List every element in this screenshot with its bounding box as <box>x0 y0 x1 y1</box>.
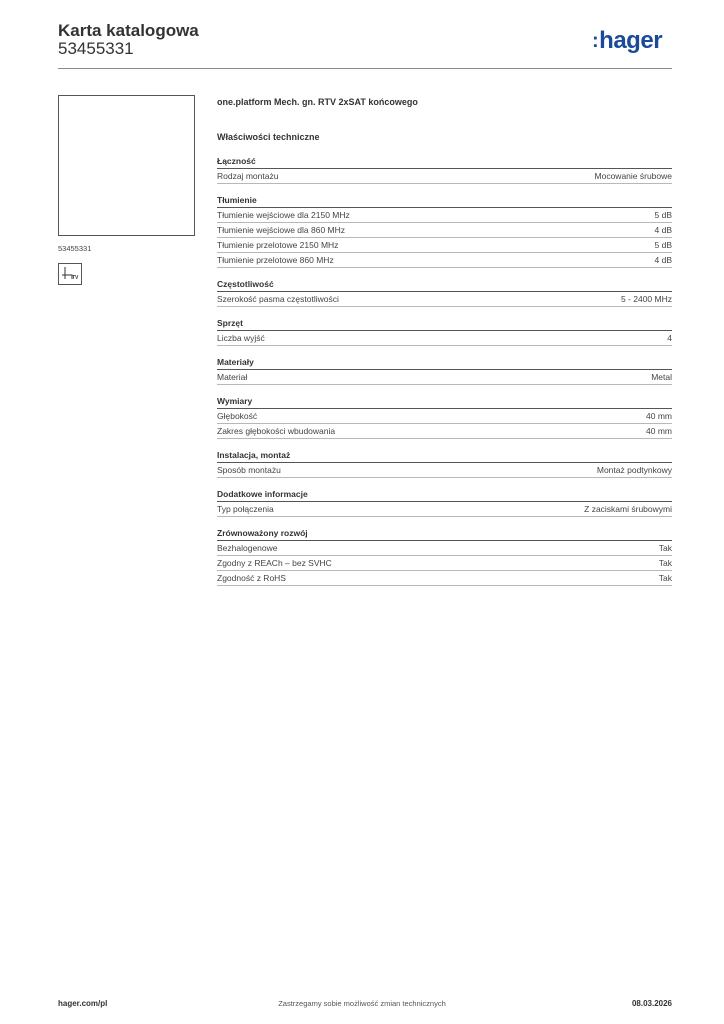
property-value: Tak <box>658 558 672 568</box>
property-row <box>217 331 672 346</box>
property-value: 4 <box>667 333 672 343</box>
article-number: 53455331 <box>58 39 134 58</box>
property-row <box>217 292 672 307</box>
property-row <box>217 223 672 238</box>
property-label: Tłumienie przelotowe 2150 MHz <box>217 240 339 250</box>
tv-icon-label: TV <box>72 275 79 281</box>
property-group <box>217 526 672 586</box>
property-group <box>217 487 672 517</box>
property-row <box>217 571 672 586</box>
property-value: Montaż podtynkowy <box>596 465 672 475</box>
property-label: Tłumienie wejściowe dla 2150 MHz <box>217 210 350 220</box>
property-row <box>217 370 672 385</box>
product-image-placeholder <box>58 95 195 236</box>
property-group-title: Tłumienie <box>217 193 672 208</box>
property-value: 5 dB <box>654 240 672 250</box>
property-group-title: Zrównoważony rozwój <box>217 526 672 541</box>
property-label: Tłumienie przelotowe 860 MHz <box>217 255 334 265</box>
logo-text: hager <box>599 27 663 54</box>
property-label: Liczba wyjść <box>217 333 265 343</box>
footer-date: 08.03.2026 <box>631 999 672 1008</box>
image-article-ref: 53455331 <box>58 244 92 253</box>
property-value: 4 dB <box>654 255 672 265</box>
property-row <box>217 238 672 253</box>
property-value: Tak <box>658 573 672 583</box>
property-value: Mocowanie śrubowe <box>594 171 672 181</box>
technical-properties-heading: Właściwości techniczne <box>217 132 320 142</box>
property-label: Materiał <box>217 372 248 382</box>
property-group-title: Częstotliwość <box>217 277 672 292</box>
property-group-title: Dodatkowe informacje <box>217 487 672 502</box>
property-row <box>217 502 672 517</box>
property-label: Zgodność z RoHS <box>217 573 286 583</box>
property-value: Metal <box>651 372 672 382</box>
property-group-title: Materiały <box>217 355 672 370</box>
property-row <box>217 208 672 223</box>
logo-dots-icon: : <box>592 30 599 52</box>
property-group-title: Łączność <box>217 154 672 169</box>
property-label: Zakres głębokości wbudowania <box>217 426 336 436</box>
property-row <box>217 409 672 424</box>
property-group-title: Instalacja, montaż <box>217 448 672 463</box>
property-group <box>217 316 672 346</box>
property-value: 40 mm <box>646 426 672 436</box>
property-group <box>217 355 672 385</box>
property-group <box>217 154 672 184</box>
property-label: Tłumienie wejściowe dla 860 MHz <box>217 225 346 235</box>
property-value: Tak <box>658 543 672 553</box>
property-label: Sposób montażu <box>217 465 281 475</box>
footer-disclaimer: Zastrzegamy sobie możliwość zmian technicznych <box>278 999 446 1008</box>
property-value: 5 dB <box>654 210 672 220</box>
property-group <box>217 394 672 439</box>
property-row <box>217 463 672 478</box>
page-title: Karta katalogowa <box>58 21 199 40</box>
product-name: one.platform Mech. gn. RTV 2xSAT końcowego <box>217 97 418 107</box>
property-row <box>217 541 672 556</box>
hager-logo <box>592 27 662 55</box>
property-value: 4 dB <box>654 225 672 235</box>
property-label: Rodzaj montażu <box>217 171 279 181</box>
property-group-title: Sprzęt <box>217 316 672 331</box>
property-label: Zgodny z REACh – bez SVHC <box>217 558 332 568</box>
property-group <box>217 193 672 268</box>
property-label: Głębokość <box>217 411 258 421</box>
property-row <box>217 424 672 439</box>
property-group-title: Wymiary <box>217 394 672 409</box>
content-column <box>217 95 672 595</box>
property-row <box>217 556 672 571</box>
property-group <box>217 448 672 478</box>
property-row <box>217 169 672 184</box>
property-label: Bezhalogenowe <box>217 543 278 553</box>
property-value: Z zaciskami śrubowymi <box>584 504 672 514</box>
property-row <box>217 253 672 268</box>
tv-socket-icon <box>58 263 82 285</box>
property-groups <box>217 154 672 586</box>
property-group <box>217 277 672 307</box>
property-value: 40 mm <box>646 411 672 421</box>
footer-website: hager.com/pl <box>58 999 108 1008</box>
header-divider <box>58 68 672 69</box>
property-label: Szerokość pasma częstotliwości <box>217 294 339 304</box>
property-value: 5 - 2400 MHz <box>620 294 672 304</box>
property-label: Typ połączenia <box>217 504 274 514</box>
